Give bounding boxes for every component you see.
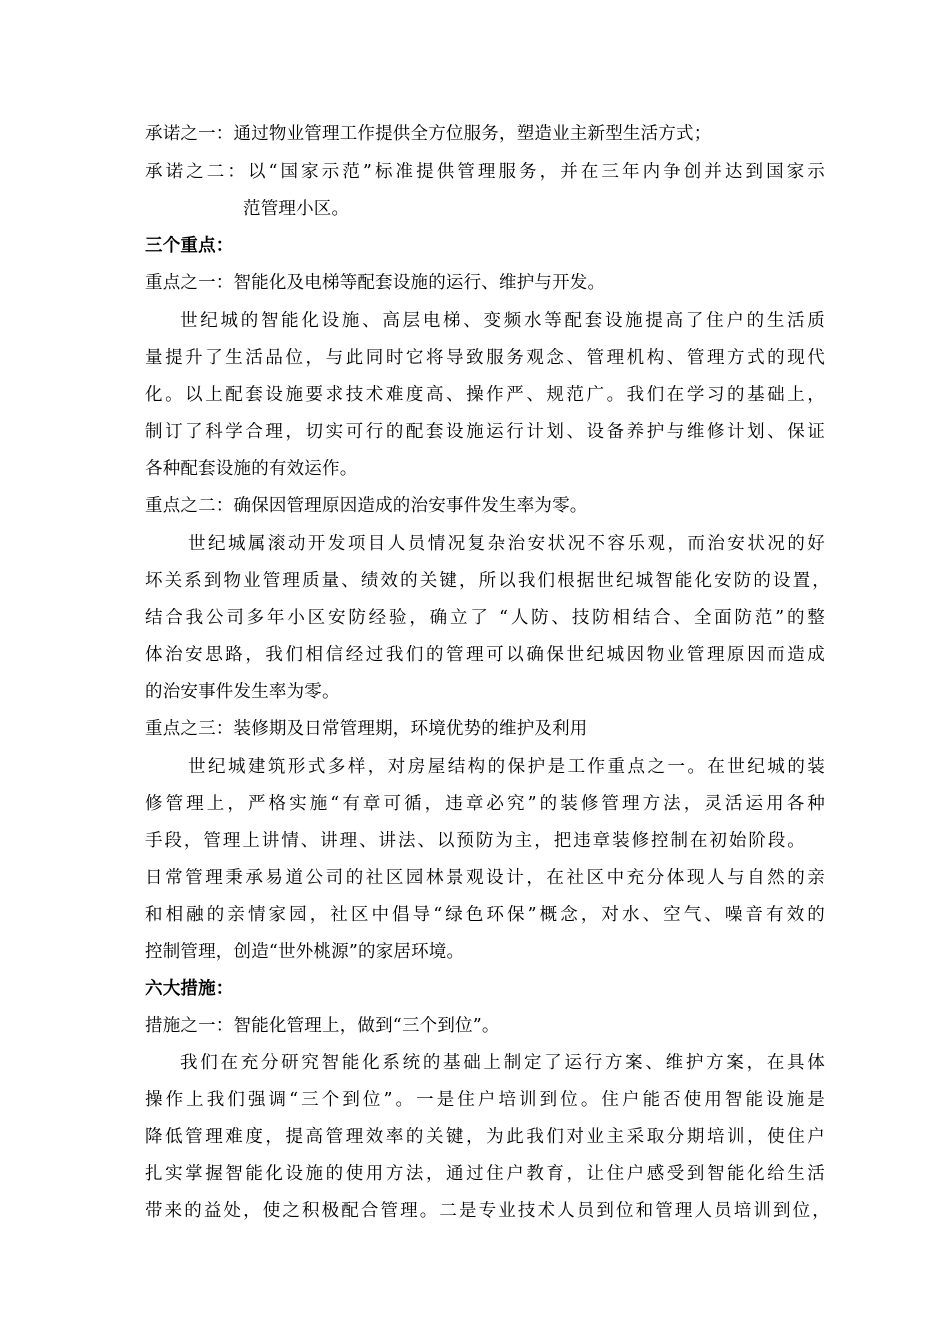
key-point-3-paragraph-line: 手段，管理上讲情、讲理、讲法、以预防为主，把违章装修控制在初始阶段。 bbox=[145, 831, 805, 851]
key-point-2-paragraph-line: 的治安事件发生率为零。 bbox=[145, 682, 340, 702]
key-point-2-paragraph-line: 坏关系到物业管理质量、绩效的关键，所以我们根据世纪城智能化安防的设置， bbox=[145, 571, 830, 591]
key-point-3-title: 重点之三：装修期及日常管理期，环境优势的维护及利用 bbox=[145, 719, 588, 739]
promise-1: 承诺之一：通过物业管理工作提供全方位服务，塑造业主新型生活方式； bbox=[145, 124, 712, 144]
heading-three-key-points: 三个重点： bbox=[145, 236, 234, 256]
key-point-1-paragraph-line: 量提升了生活品位，与此同时它将导致服务观念、管理机构、管理方式的现代 bbox=[145, 348, 825, 368]
key-point-1-paragraph-line: 化。以上配套设施要求技术难度高、操作严、规范广。我们在学习的基础上， bbox=[145, 385, 825, 405]
key-point-1-paragraph-line: 各种配套设施的有效运作。 bbox=[145, 459, 358, 479]
measure-1-paragraph-line: 扎实掌握智能化设施的使用方法，通过住户教育，让住户感受到智能化给生活 bbox=[145, 1164, 825, 1184]
promise-2-continued: 范管理小区。 bbox=[243, 199, 350, 219]
key-point-2-paragraph-line: 体治安思路，我们相信经过我们的管理可以确保世纪城因物业管理原因而造成 bbox=[145, 645, 825, 665]
measure-1-paragraph-line: 带来的益处，使之积极配合管理。二是专业技术人员到位和管理人员培训到位， bbox=[145, 1201, 830, 1221]
key-point-1-title: 重点之一：智能化及电梯等配套设施的运行、维护与开发。 bbox=[145, 273, 606, 293]
key-point-1-paragraph-line: 制订了科学合理，切实可行的配套设施运行计划、设备养护与维修计划、保证 bbox=[145, 422, 825, 442]
measure-1-title: 措施之一：智能化管理上，做到“三个到位”。 bbox=[145, 1016, 500, 1036]
key-point-2-title: 重点之二：确保因管理原因造成的治安事件发生率为零。 bbox=[145, 496, 588, 516]
measure-1-paragraph-line: 我们在充分研究智能化系统的基础上制定了运行方案、维护方案，在具体 bbox=[180, 1053, 825, 1073]
promise-2: 承诺之二：以“国家示范”标准提供管理服务，并在三年内争创并达到国家示 bbox=[145, 162, 825, 182]
key-point-2-paragraph-line: 结合我公司多年小区安防经验，确立了 “人防、技防相结合、全面防范”的整 bbox=[145, 608, 825, 628]
measure-1-paragraph-line: 操作上我们强调“三个到位”。一是住户培训到位。住户能否使用智能设施是 bbox=[145, 1090, 825, 1110]
heading-six-measures: 六大措施： bbox=[145, 979, 234, 999]
key-point-2-paragraph-line: 世纪城属滚动开发项目人员情况复杂治安状况不容乐观，而治安状况的好 bbox=[188, 534, 825, 554]
key-point-1-paragraph-line: 世纪城的智能化设施、高层电梯、变频水等配套设施提高了住户的生活质 bbox=[180, 311, 825, 331]
key-point-3-paragraph-line: 日常管理秉承易道公司的社区园林景观设计，在社区中充分体现人与自然的亲 bbox=[145, 868, 825, 888]
key-point-3-paragraph-line: 控制管理，创造“世外桃源”的家居环境。 bbox=[145, 942, 465, 962]
key-point-3-paragraph-line: 和相融的亲情家园，社区中倡导“绿色环保”概念，对水、空气、噪音有效的 bbox=[145, 905, 825, 925]
key-point-3-paragraph-line: 世纪城建筑形式多样，对房屋结构的保护是工作重点之一。在世纪城的装 bbox=[188, 757, 825, 777]
measure-1-paragraph-line: 降低管理难度，提高管理效率的关键，为此我们对业主采取分期培训，使住户 bbox=[145, 1127, 825, 1147]
key-point-3-paragraph-line: 修管理上，严格实施“有章可循，违章必究”的装修管理方法，灵活运用各种 bbox=[145, 794, 825, 814]
